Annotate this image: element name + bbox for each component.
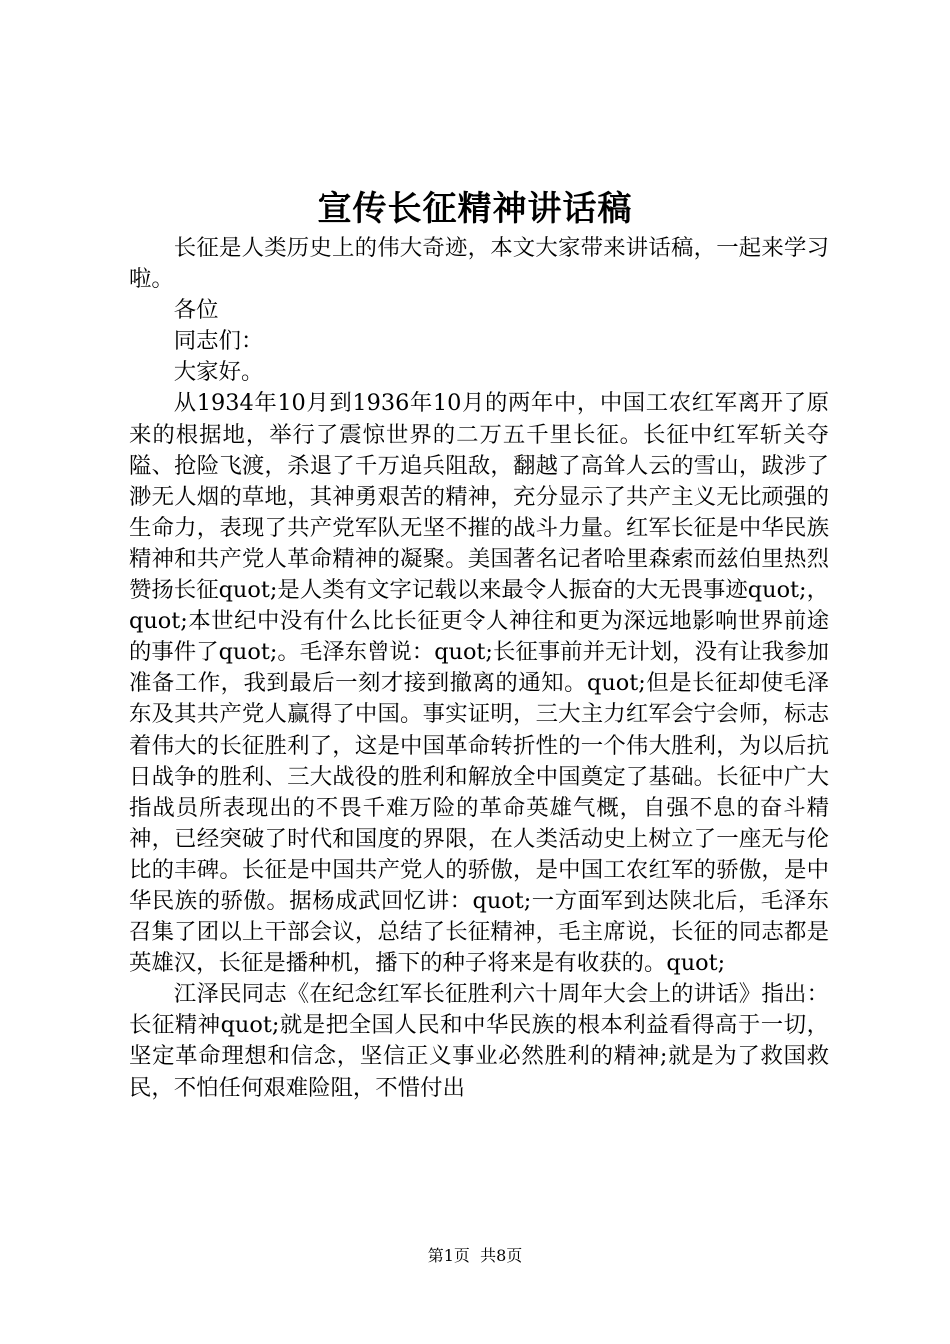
salutation-line: 同志们： [173, 328, 264, 355]
page-number-footer: 第1页 共8页 [427, 1246, 523, 1265]
document-body [129, 233, 829, 1104]
salutation-line: 各位 [173, 297, 219, 324]
greeting-line: 大家好。 [173, 359, 264, 386]
document-title: 宣传长征精神讲话稿 [317, 189, 633, 229]
body-paragraph: 从1934年10月到1936年10月的两年中，中国工农红军离开了原来的根据地，举行了震惊世界的二万五千里长征。长征中红军斩关夺隘、抢险飞渡，杀退了千万追兵阻敌，翻越了高耸人云的雪山，跋涉了渺无人烟的草地，其神勇艰苦的精神，充分显示了共产主义无比顽强的生命力，表现了共产党军队无坚不摧的战斗力量。红军长征是中华民族精神和共产党人革命精神的凝聚。美国著名记者哈里森索而兹伯里热烈赞扬长征quot;是人类有文字记载以来最令人振奋的大无畏事迹quot;，quot;本世纪中没有什么比长征更令人神往和更为深远地影响世界前途的事件了quot;。毛泽东曾说：quot;长征事前并无计划，没有让我参加准备工作，我到最后一刻才接到撤离的通知。quot;但是长征却使毛泽东及其共产党人赢得了中国。事实证明，三大主力红军会宁会师，标志着伟大的长征胜利了，这是中国革命转折性的一个伟大胜利，为以后抗日战争的胜利、三大战役的胜利和解放全中国奠定了基础。长征中广大指战员所表现出的不畏千难万险的革命英雄气概，自强不息的奋斗精神，已经突破了时代和国度的界限，在人类活动史上树立了一座无与伦比的丰碑。长征是中国共产党人的骄傲，是中国工农红军的骄傲，是中华民族的骄傲。据杨成武回忆讲：quot;一方面军到达陕北后，毛泽东召集了团以上干部会议，总结了长征精神，毛主席说，长征的同志都是英雄汉，长征是播种机，播下的种子将来是有收获的。quot; [129, 390, 829, 977]
body-paragraph: 江泽民同志《在纪念红军长征胜利六十周年大会上的讲话》指出：长征精神quot;就是把全国人民和中华民族的根本利益看得高于一切，坚定革命理想和信念，坚信正义事业必然胜利的精神;就是为了救国救民，不怕任何艰难险阻，不惜付出 [129, 981, 829, 1101]
intro-paragraph: 长征是人类历史上的伟大奇迹，本文大家带来讲话稿，一起来学习啦。 [129, 235, 829, 293]
